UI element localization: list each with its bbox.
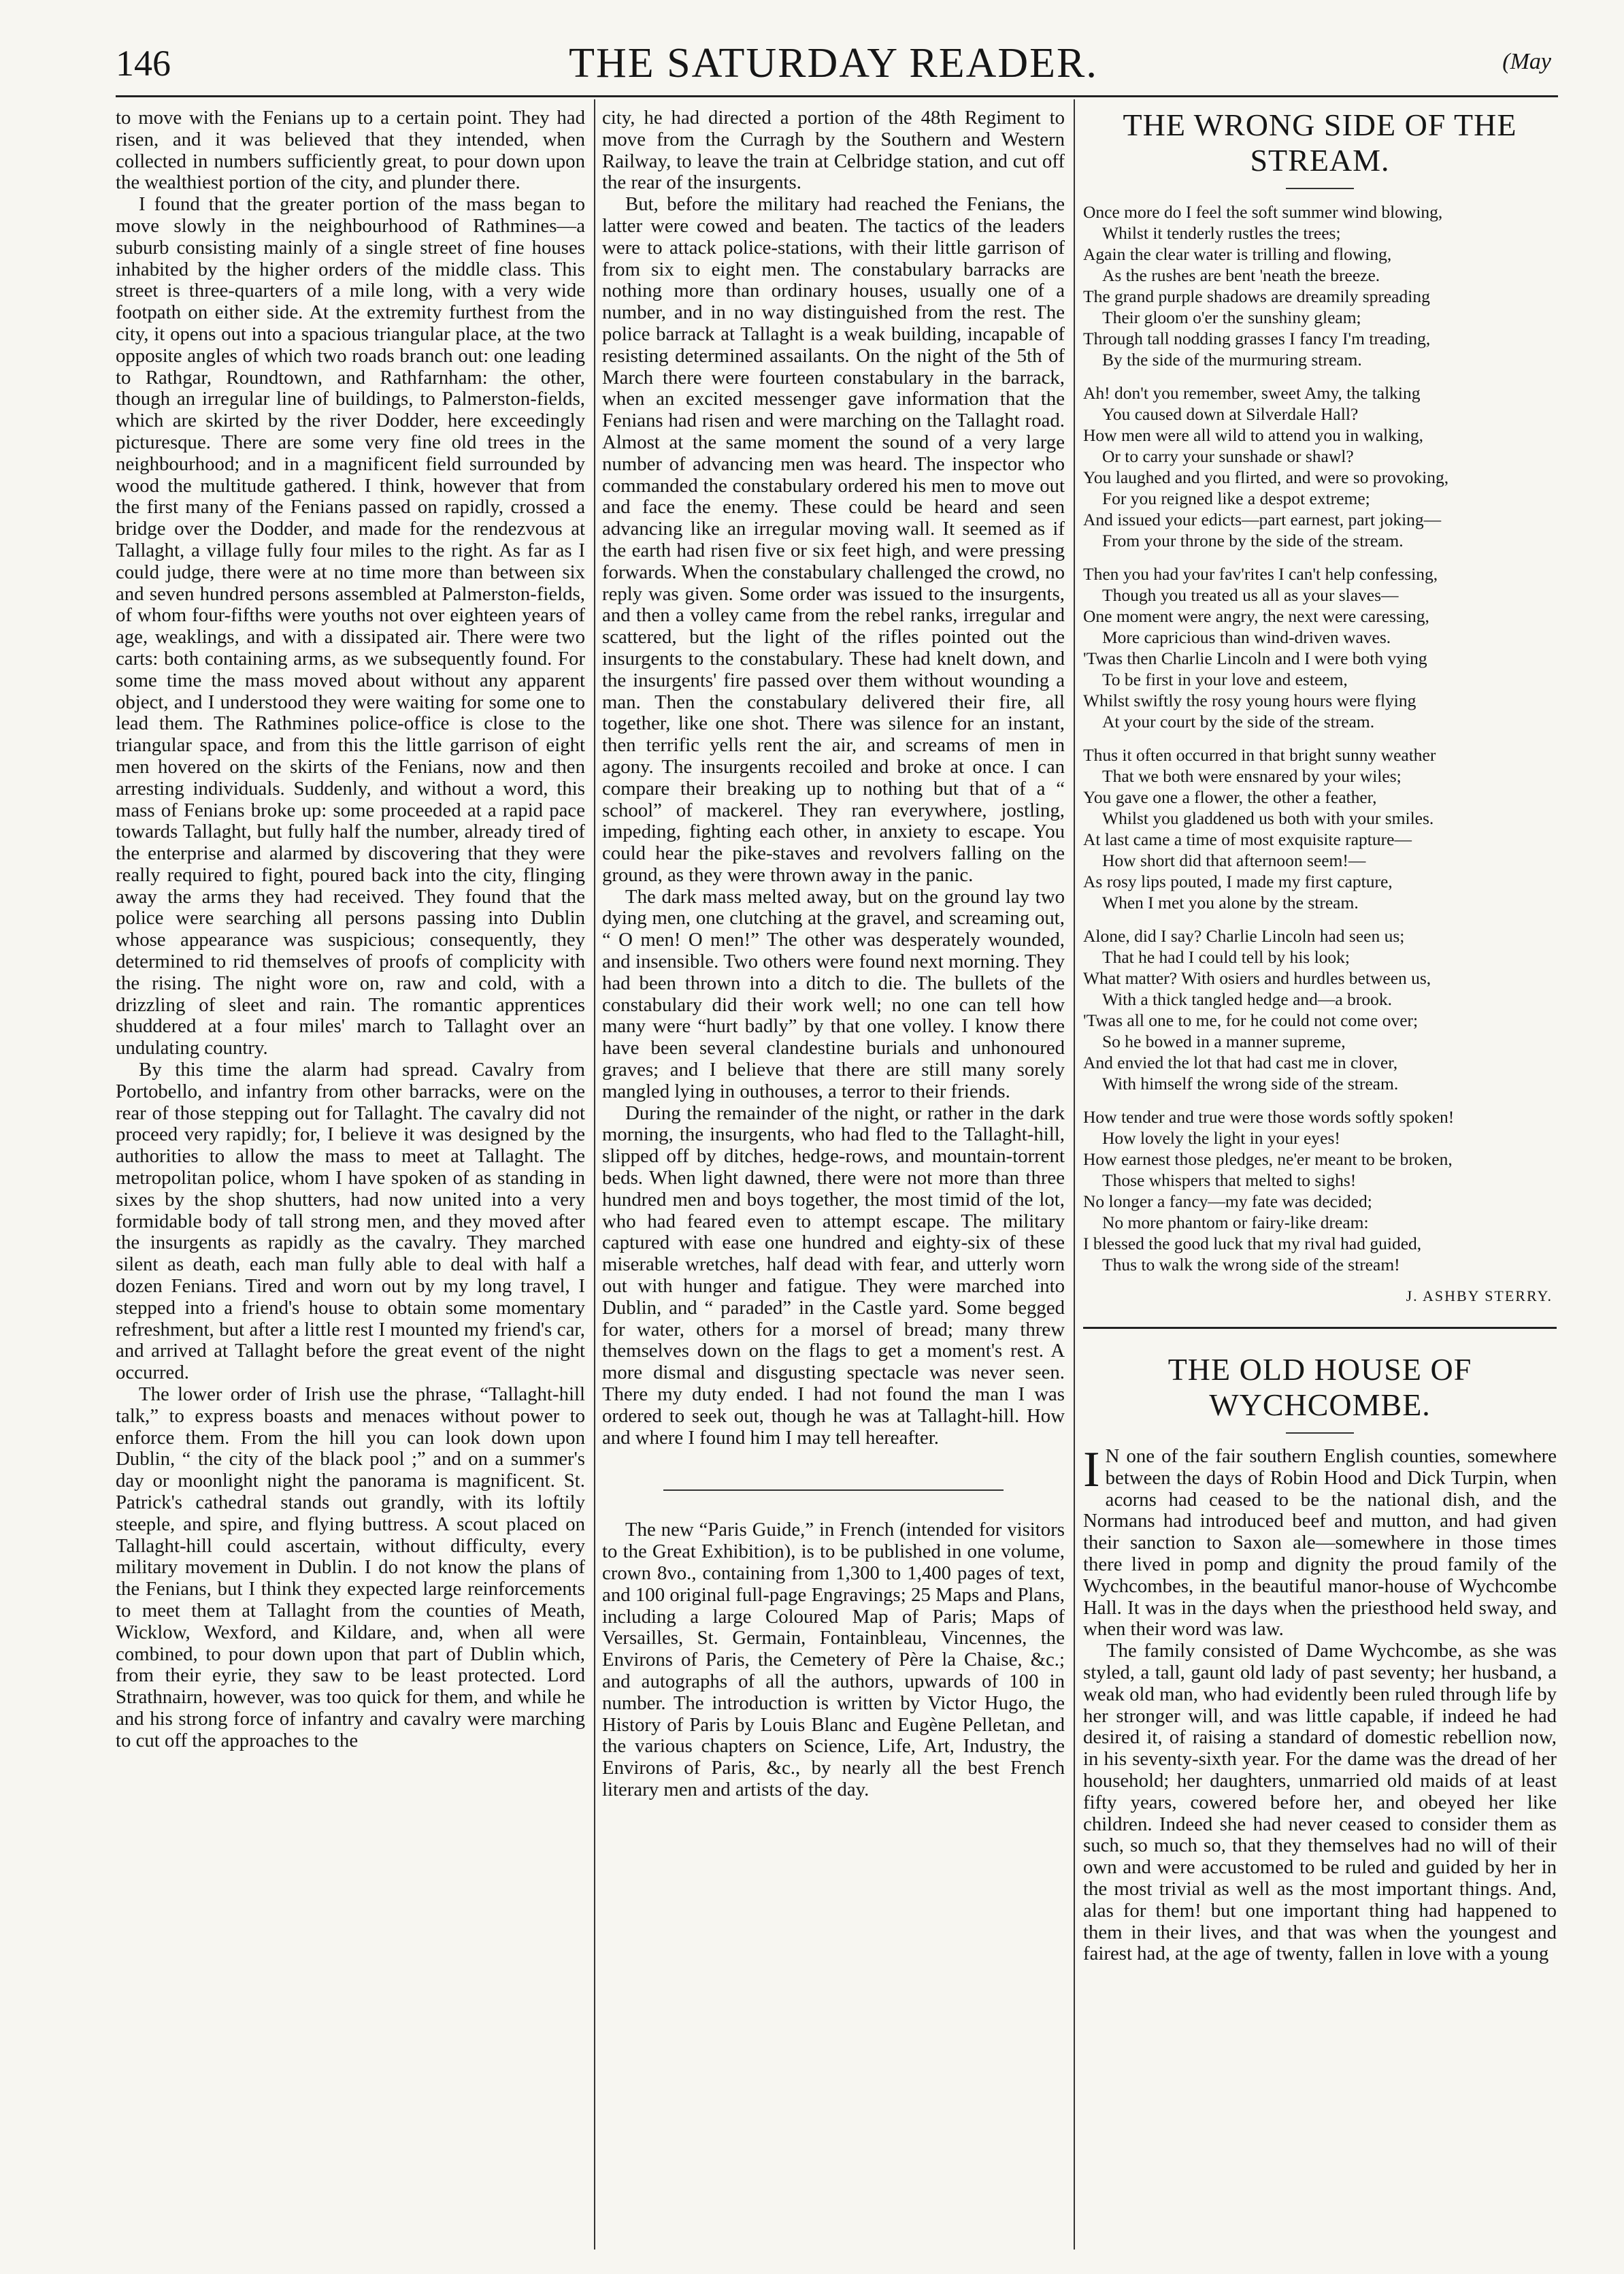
poem-line: With a thick tangled hedge and—a brook.	[1102, 989, 1392, 1009]
paragraph: But, before the military had reached the Fenians, the latter were cowed and beaten. The tactics of the leaders were to attack police-stations, with their little garrison of from six to eight men. The constabulary barracks are nothing more than ordinary houses, usually one of a number, and in no way distinguished from the rest. The police barrack at Tallaght is a weak building, incapable of resisting determined assailants. On the night of the 5th of March there were fourteen constabulary in the barrack, when an excited messenger gave information that the Fenians had risen and were marching on the Tallaght road. Almost at the same moment the sound of a very large number of advancing men was heard. The inspector who commanded the constabulary ordered his men to move out and face the enemy. These could be heard and seen advancing like an irregular moving wall. It seemed as if the earth had risen five or six feet high, and were pressing forwards. When the constabulary challenged the crowd, no reply was given. Some order was issued to the insurgents, and then a volley came from the rebel ranks, irregular and scattered, but the light of the rifles pointed out the insurgents to the constabulary. These had knelt down, and the insurgents' fire passed over them without wounding a man. Then the constabulary delivered their fire, all together, like one shot. There was silence for an instant, then terrific yells rent the air, and screams of men in agony. The insurgents recoiled and broke at once. I can compare their breaking up to nothing but that of a “ school” of mackerel. They ran everywhere, jostling, impeding, fighting each other, in anxiety to escape. You could hear the pike-staves and revolvers falling on the ground, as they were thrown away in the panic.	[602, 193, 1065, 886]
poem-line: With himself the wrong side of the stream.	[1102, 1074, 1399, 1093]
poem-line: 'Twas then Charlie Lincoln and I were both vying	[1083, 648, 1427, 668]
story-paragraph: The family consisted of Dame Wychcombe, as she was styled, a tall, gaunt old lady of past seventy; her husband, a weak old man, who had evidently been ruled through life by her stronger will, and was little capable, if indeed he had desired it, of raising a standard of domestic rebellion now, in his seventy-sixth year. For the dame was the dread of her household; her daughters, unmarried old maids of at least fifty years, cowered before her, and obeyed her like children. Indeed she had never ceased to consider them as such, so much so, that they themselves had no will of their own and were accustomed to be ruled and guided by her in the most trivial as well as the most important things. And, alas for them! but one important thing had happened to them in their lives, and that was when the youngest and fairest had, at the age of twenty, fallen in love with a young	[1083, 1640, 1557, 1965]
poem-line: How men were all wild to attend you in walking,	[1083, 425, 1423, 445]
header-rule	[116, 95, 1558, 97]
poem-line: Once more do I feel the soft summer wind blowing,	[1083, 202, 1443, 222]
poem-stanza	[1083, 744, 1557, 913]
paragraph: I found that the greater portion of the mass began to move slowly in the neighbourhood of Rathmines—a suburb consisting mainly of a single street of fine houses inhabited by the higher orders of the middle class. This street is three-quarters of a mile long, with a very wide footpath on either side. At the extremity furthest from the city, it opens out into a spacious triangular place, at the two opposite angles of which two roads branch out: one leading to Rathgar, Roundtown, and Rathfarnham: the other, though an irregular line of buildings, to Palmerston-fields, which are skirted by the river Dodder, here exceedingly picturesque. There are some very fine old trees in the neighbourhood; and in a magnificent field surrounded by wood the multitude gathered. I think, however that from the first many of the Fenians passed on rapidly, crossed a bridge over the Dodder, and made for the rendezvous at Tallaght, a village fully four miles to the right. As far as I could judge, there were at no time more than between six and seven hundred persons assembled at Palmerston-fields, of whom four-fifths were youths not over eighteen years of age, weaklings, and with a dissipated air. There were two carts: both containing arms, as we subsequently found. For some time the mass moved about without any apparent object, and I understood they were waiting for some one to lead them. The Rathmines police-office is close to the triangular space, and from this the little garrison of eight men hovered on the skirts of the Fenians, now and then arresting individuals. Suddenly, and without a word, this mass of Fenians broke up: some proceeded at a rapid pace towards Tallaght, but fully half the number, already tired of the enterprise and alarmed by discovering that they were really required to fight, poured back into the city, flinging away the arms they had received. They found that the police were searching all persons passing into Dublin whose appearance was suspicious; consequently, they determined to rid themselves of proofs of complicity with the rising. The night wore on, raw and cold, with a drizzling of sleet and rain. The romantic apprentices shuddered at a four miles' march to Tallaght over an undulating country.	[116, 193, 585, 1059]
poem-line: Thus to walk the wrong side of the stream!	[1102, 1255, 1400, 1274]
title-rule	[1286, 188, 1354, 189]
article-column-3	[1083, 108, 1557, 2251]
article-column-1	[116, 108, 585, 2251]
poem-line: Whilst you gladdened us both with your smiles.	[1102, 808, 1434, 828]
poem-stanza	[1083, 925, 1557, 1094]
poem-line: You gave one a flower, the other a feather,	[1083, 787, 1377, 807]
poem-line: For you reigned like a despot extreme;	[1102, 489, 1370, 508]
poem-line: And issued your edicts—part earnest, part joking—	[1083, 510, 1442, 529]
header-month: (May	[1502, 49, 1551, 74]
poem-line: And envied the lot that had cast me in clover,	[1083, 1053, 1398, 1072]
poem-line: Again the clear water is trilling and flowing,	[1083, 244, 1392, 264]
title-rule	[1286, 1432, 1354, 1434]
section-rule	[1083, 1327, 1557, 1329]
poem-line: No more phantom or fairy-like dream:	[1102, 1213, 1369, 1232]
paragraph: The dark mass melted away, but on the ground lay two dying men, one clutching at the gravel, and screaming out, “ O men! O men!” The other was desperately wounded, and insensible. Two others were found next morning. They had been thrown into a ditch to die. The bullets of the constabulary did their work well; no one can tell how many were “hurt badly” by that one volley. I know there have been several clandestine burials and unhonoured graves; and I believe that there are still many sorely mangled lying in outhouses, a terror to their friends.	[602, 885, 1065, 1102]
poem-signature: J. ASHBY STERRY.	[1406, 1287, 1553, 1304]
section-rule	[663, 1489, 1004, 1491]
poem-line: At your court by the side of the stream.	[1102, 712, 1375, 731]
poem-line: As the rushes are bent 'neath the breeze.	[1102, 265, 1380, 285]
drop-cap: I	[1083, 1442, 1100, 1498]
poem-line: How earnest those pledges, ne'er meant to be broken,	[1083, 1149, 1453, 1169]
poem-line: What matter? With osiers and hurdles between us,	[1083, 968, 1431, 988]
poem-line: 'Twas all one to me, for he could not come over;	[1083, 1010, 1419, 1030]
column-divider	[1074, 99, 1075, 2250]
story-title: THE OLD HOUSE OF WYCHCOMBE.	[1167, 1352, 1472, 1422]
poem	[1083, 201, 1557, 1275]
poem-line: That we both were ensnared by your wiles;	[1102, 766, 1402, 786]
poem-line: You caused down at Silverdale Hall?	[1102, 404, 1359, 424]
poem-line: Those whispers that melted to sighs!	[1102, 1170, 1357, 1190]
story-paragraph	[1083, 1442, 1557, 1641]
poem-line: As rosy lips pouted, I made my first capture,	[1083, 872, 1393, 891]
poem-line: Or to carry your sunshade or shawl?	[1102, 446, 1354, 466]
poem-line: Thus it often occurred in that bright sunny weather	[1083, 745, 1436, 765]
page-number: 146	[116, 43, 171, 84]
article-column-2	[602, 108, 1065, 2251]
poem-line: When I met you alone by the stream.	[1102, 893, 1359, 912]
poem-line: The grand purple shadows are dreamily spreading	[1083, 286, 1430, 306]
poem-line: Their gloom o'er the sunshiny gleam;	[1102, 308, 1361, 327]
page-header	[116, 42, 1551, 90]
poem-line: Through tall nodding grasses I fancy I'm treading,	[1083, 329, 1431, 348]
poem-stanza	[1083, 201, 1557, 370]
paragraph: The lower order of Irish use the phrase, “Tallaght-hill talk,” to express boasts and menaces without power to enforce them. From the hill you can look down upon Dublin, “ the city of the black pool ;” and on a summer's day or moonlight night the panorama is magnificent. St. Patrick's cathedral stands out grandly, with its loftily steeple, and spire, and flying buttress. A scout placed on Tallaght-hill could ascertain, without difficulty, every military movement in Dublin. I do not know the plans of the Fenians, but I think they expected large reinforcements to meet them at Tallaght from the counties of Meath, Wicklow, Wexford, and Kildare, and, when all were combined, to pour down upon that part of Dublin which, from their eyrie, they saw to be least protected. Lord Strathnairn, however, was too quick for them, and while he and his strong force of infantry and cavalry were marching to cut off the approaches to the	[116, 1383, 585, 1751]
paragraph: By this time the alarm had spread. Cavalry from Portobello, and infantry from other barracks, were on the rear of those stepping out for Tallaght. The cavalry did not proceed very rapidly; for, I believe it was designed by the authorities to allow the mass to meet at Tallaght. The metropolitan police, whom I have spoken of as standing in sixes by the shop shutters, had now united into a very formidable body of tall strong men, and they moved after the insurgents as rapidly as the cavalry. They marched silent as death, each man fully able to deal with half a dozen Fenians. Tired and worn out by my long travel, I stepped into a friend's house to obtain some momentary refreshment, but after a little rest I mounted my friend's car, and arrived at Tallaght before the great event of the night occurred.	[116, 1059, 585, 1384]
paris-guide-notice: The new “Paris Guide,” in French (intended for visitors to the Great Exhibition), is to be published in one volume, crown 8vo., containing from 1,300 to 1,400 pages of text, and 100 original full-page Engravings; 25 Maps and Plans, including a large Coloured Map of Paris; Maps of Versailles, St. Germain, Fontainbleau, Vincennes, the Environs of Paris, the Cemetery of Père la Chaise, &c.; and autographs of all the authors, upwards of 100 in number. The introduction is written by Victor Hugo, the History of Paris by Louis Blanc and Eugène Pelletan, and the various chapters on Science, Life, Art, Industry, the Environs of Paris, &c., by nearly all the best French literary men and artists of the day.	[602, 1519, 1065, 1800]
poem-line: How lovely the light in your eyes!	[1102, 1128, 1340, 1148]
poem-line: One moment were angry, the next were caressing,	[1083, 606, 1429, 626]
poem-stanza	[1083, 1106, 1557, 1275]
poem-line: You laughed and you flirted, and were so provoking,	[1083, 467, 1449, 487]
poem-line: I blessed the good luck that my rival had guided,	[1083, 1234, 1422, 1253]
story-first-text: N one of the fair southern English counties, somewhere between the days of Robin Hood and Dick Turpin, when acorns had ceased to be the national dish, and the Normans had introduced beef and mutton, and had given their sanction to Saxon ale—somewhere in those times there lived in pomp and dignity the proud family of the Wychcombes, in the beautiful manor-house of Wychcombe Hall. It was in the days when the priesthood held sway, and when their word was law.	[1083, 1445, 1557, 1641]
poem-line: So he bowed in a manner supreme,	[1102, 1032, 1346, 1051]
poem-title: THE WRONG SIDE OF THE STREAM.	[1123, 108, 1517, 178]
poem-line: To be first in your love and esteem,	[1102, 670, 1348, 689]
poem-line: How tender and true were those words softly spoken!	[1083, 1107, 1455, 1127]
poem-line: Whilst swiftly the rosy young hours were flying	[1083, 691, 1416, 710]
masthead-title: THE SATURDAY READER.	[569, 40, 1098, 86]
poem-stanza	[1083, 563, 1557, 732]
poem-line: No longer a fancy—my fate was decided;	[1083, 1191, 1372, 1211]
poem-line: At last came a time of most exquisite rapture—	[1083, 829, 1412, 849]
poem-line: Whilst it tenderly rustles the trees;	[1102, 223, 1341, 243]
paragraph: to move with the Fenians up to a certain point. They had risen, and it was believed that they intended, when collected in numbers sufficiently great, to pour down upon the wealthiest portion of the city, and plunder there.	[116, 108, 585, 194]
poem-line: Though you treated us all as your slaves—	[1102, 585, 1399, 605]
poem-line: More capricious than wind-driven waves.	[1102, 627, 1391, 647]
poem-line: Ah! don't you remember, sweet Amy, the talking	[1083, 383, 1421, 403]
poem-line: Then you had your fav'rites I can't help confessing,	[1083, 564, 1438, 584]
poem-line: From your throne by the side of the stream.	[1102, 531, 1404, 550]
poem-line: How short did that afternoon seem!—	[1102, 851, 1366, 870]
poem-line: Alone, did I say? Charlie Lincoln had seen us;	[1083, 926, 1405, 946]
column-divider	[594, 99, 595, 2250]
paragraph: During the remainder of the night, or rather in the dark morning, the insurgents, who had fled to the Tallaght-hill, slipped off by ditches, hedge-rows, and mountain-torrent beds. When light dawned, there were not more than three hundred men and boys together, the most timid of the lot, who had feared even to attempt escape. The military captured with ease one hundred and eighty-six of these miserable wretches, half dead with fear, and utterly worn out with hunger and fatigue. They were marched into Dublin, and “ paraded” in the Castle yard. Some begged for water, others for a morsel of bread; many threw themselves down on the flags to get a moment's rest. A more dismal and disgusting spectacle was never seen. There my duty ended. I had not found the man I was ordered to seek out, though he was at Tallaght-hill. How and where I found him I may tell hereafter.	[602, 1102, 1065, 1449]
paragraph: city, he had directed a portion of the 48th Regiment to move from the Curragh by the Southern and Western Railway, to leave the train at Celbridge station, and cut off the rear of the insurgents.	[602, 108, 1065, 194]
poem-line: That he had I could tell by his look;	[1102, 947, 1350, 967]
poem-line: By the side of the murmuring stream.	[1102, 350, 1362, 369]
poem-stanza	[1083, 382, 1557, 551]
